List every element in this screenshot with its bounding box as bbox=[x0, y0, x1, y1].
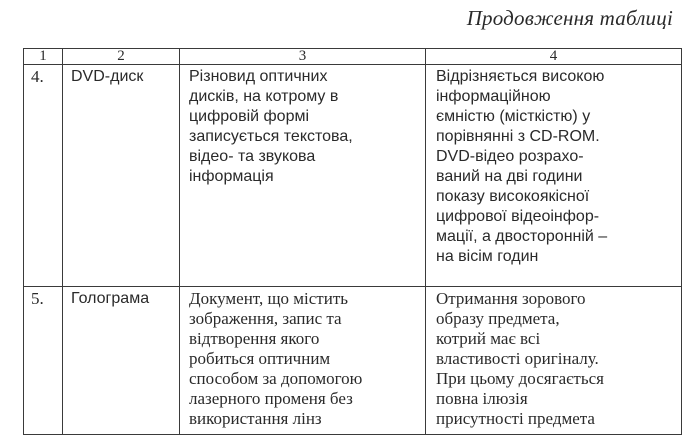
feature-line: цифрової відеоінфор- bbox=[436, 208, 600, 225]
definition-line: лазерного променя без bbox=[189, 389, 353, 408]
definitions-table bbox=[23, 48, 682, 435]
term-feature bbox=[426, 65, 682, 287]
definition-line: записується текстова, bbox=[189, 128, 353, 145]
definition-line: відео- та звукова bbox=[189, 148, 316, 165]
definition-line: інформація bbox=[189, 168, 274, 185]
row-number: 5. bbox=[24, 287, 63, 435]
feature-line: показу високоякісної bbox=[436, 188, 590, 205]
feature-line: образу предмета, bbox=[436, 309, 560, 328]
feature-line: мації, а двосторонній – bbox=[436, 228, 608, 245]
term-name: DVD-диск bbox=[63, 65, 180, 287]
feature-line: повна ілюзія bbox=[436, 389, 528, 408]
definition-line: використання лінз bbox=[189, 409, 322, 428]
definition-line: способом за допомогою bbox=[189, 369, 363, 388]
column-number-row bbox=[24, 49, 682, 65]
column-number-4: 4 bbox=[426, 49, 682, 65]
feature-line: присутності предмета bbox=[436, 409, 595, 428]
column-number-1: 1 bbox=[24, 49, 63, 65]
table-row bbox=[24, 287, 682, 435]
definition-line: Документ, що містить bbox=[189, 289, 349, 308]
definition-line: робиться оптичним bbox=[189, 349, 331, 368]
term-definition bbox=[180, 65, 426, 287]
feature-line: на вісім годин bbox=[436, 248, 539, 265]
feature-line: ваний на дві години bbox=[436, 168, 583, 185]
feature-line: ємністю (місткістю) у bbox=[436, 108, 591, 125]
definition-line: Різновид оптичних bbox=[189, 68, 328, 85]
definition-line: цифровій формі bbox=[189, 108, 310, 125]
feature-line: інформаційною bbox=[436, 88, 551, 105]
column-number-2: 2 bbox=[63, 49, 180, 65]
definition-line: відтворення якого bbox=[189, 329, 320, 348]
feature-line: котрий має всі bbox=[436, 329, 541, 348]
row-number: 4. bbox=[24, 65, 63, 287]
feature-line: властивості оригіналу. bbox=[436, 349, 599, 368]
feature-line: При цьому досягається bbox=[436, 369, 604, 388]
feature-line: Відрізняється високою bbox=[436, 68, 605, 85]
term-feature bbox=[426, 287, 682, 435]
feature-line: DVD-відео розрахо- bbox=[436, 148, 584, 165]
feature-line: порівнянні з CD-ROM. bbox=[436, 128, 600, 145]
table-row bbox=[24, 65, 682, 287]
definition-line: дисків, на котрому в bbox=[189, 88, 339, 105]
term-definition bbox=[180, 287, 426, 435]
column-number-3: 3 bbox=[180, 49, 426, 65]
feature-line: Отримання зорового bbox=[436, 289, 586, 308]
term-name: Голограма bbox=[63, 287, 180, 435]
definition-line: зображення, запис та bbox=[189, 309, 342, 328]
continuation-caption: Продовження таблиці bbox=[466, 6, 673, 30]
